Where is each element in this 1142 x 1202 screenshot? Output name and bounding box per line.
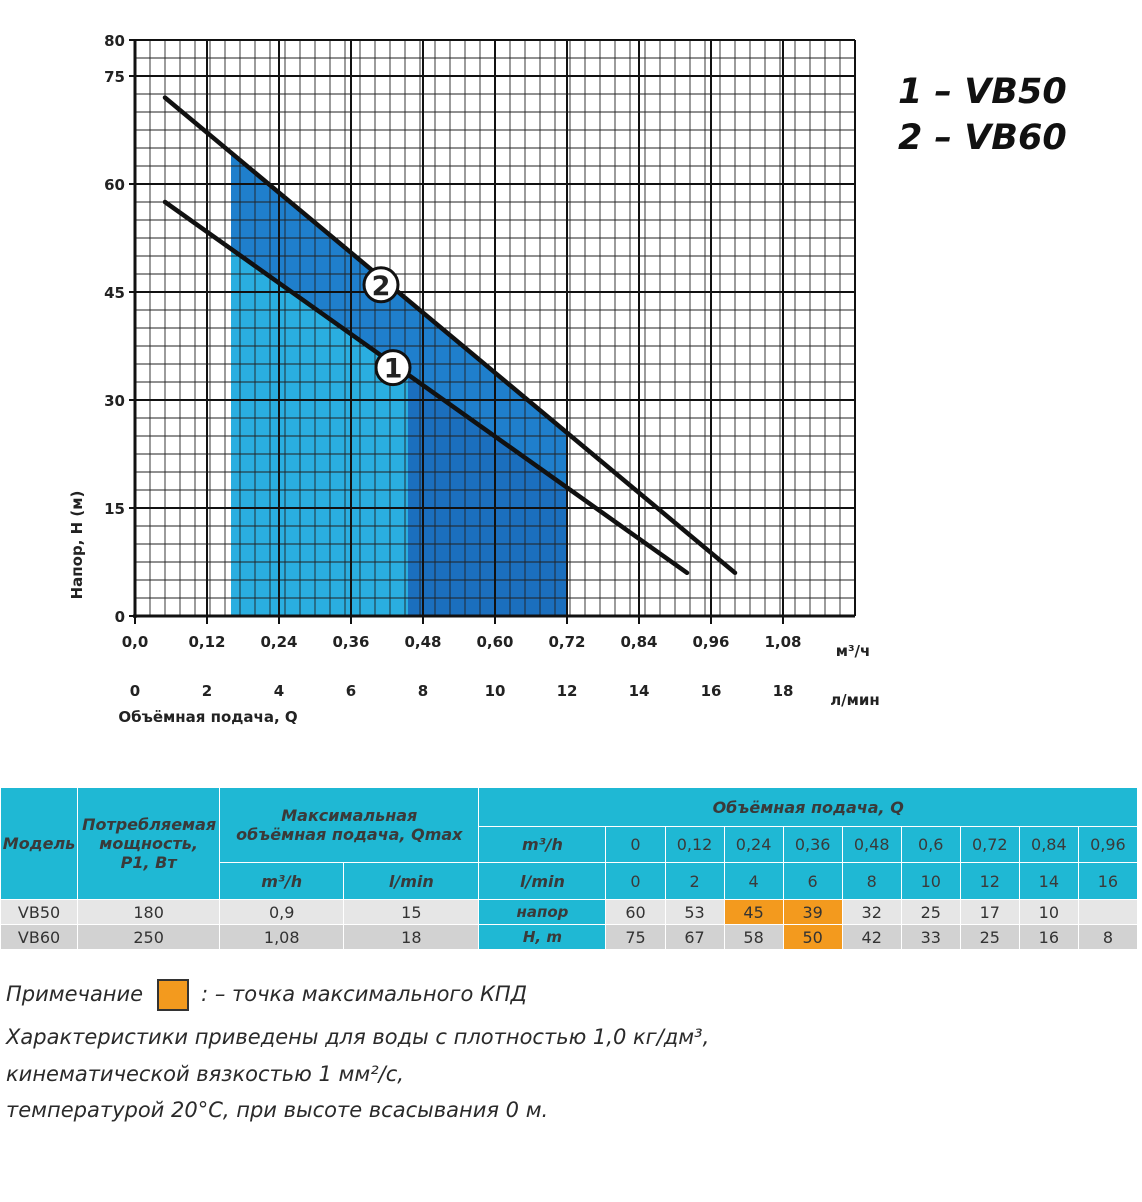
x-tick-label-lmin: 0 bbox=[129, 682, 141, 700]
x-unit-m3h: м³/ч bbox=[835, 642, 871, 660]
m3h-cell: 0,24 bbox=[724, 827, 783, 863]
x-tick-label-m3h: 0,0 bbox=[121, 633, 149, 651]
qmax-lmin-cell: 18 bbox=[344, 925, 479, 950]
m3h-cell: 0,84 bbox=[1019, 827, 1078, 863]
model-cell: VB50 bbox=[1, 900, 78, 925]
head-cell: 16 bbox=[1019, 925, 1078, 950]
head-cell: 10 bbox=[1019, 900, 1078, 925]
m3h-cell: 0,36 bbox=[783, 827, 842, 863]
lmin-cell: 16 bbox=[1078, 863, 1137, 900]
x-tick-label-lmin: 14 bbox=[628, 682, 650, 700]
lmin-cell: 10 bbox=[901, 863, 960, 900]
head-cell-max-efficiency: 50 bbox=[783, 925, 842, 950]
head-cell: 67 bbox=[665, 925, 724, 950]
qmax-lmin-cell: 15 bbox=[344, 900, 479, 925]
m3h-cell: 0,72 bbox=[960, 827, 1019, 863]
header-lmin: l/min bbox=[479, 863, 606, 900]
x-tick-label-lmin: 16 bbox=[700, 682, 722, 700]
x-tick-label-lmin: 18 bbox=[772, 682, 794, 700]
y-tick-label: 60 bbox=[104, 176, 125, 194]
power-cell: 180 bbox=[78, 900, 220, 925]
lmin-cell: 14 bbox=[1019, 863, 1078, 900]
lmin-cell: 8 bbox=[842, 863, 901, 900]
m3h-cell: 0,12 bbox=[665, 827, 724, 863]
head-cell: 17 bbox=[960, 900, 1019, 925]
curve-marker-label-1: 1 bbox=[383, 353, 403, 385]
spec-table bbox=[0, 787, 1138, 950]
table-row bbox=[1, 925, 1138, 950]
note-label: Примечание bbox=[6, 982, 144, 1006]
x-tick-label-m3h: 0,36 bbox=[332, 633, 370, 651]
x-axis-label: Объёмная подача, Q bbox=[118, 708, 298, 726]
y-tick-label: 0 bbox=[114, 608, 125, 626]
note-text: : – точка максимального КПД bbox=[201, 982, 528, 1006]
lmin-cell: 2 bbox=[665, 863, 724, 900]
x-tick-label-m3h: 0,72 bbox=[548, 633, 586, 651]
lmin-cell: 0 bbox=[606, 863, 665, 900]
legend-vb60: 2 – VB60 bbox=[898, 118, 1067, 158]
head-unit-label: H, m bbox=[479, 925, 606, 950]
head-cell: 53 bbox=[665, 900, 724, 925]
x-tick-label-lmin: 10 bbox=[484, 682, 506, 700]
power-cell: 250 bbox=[78, 925, 220, 950]
header-qmax-lmin: l/min bbox=[344, 863, 479, 900]
qmax-m3-cell: 1,08 bbox=[220, 925, 344, 950]
max-efficiency-swatch bbox=[157, 979, 189, 1011]
header-m3h: m³/h bbox=[479, 827, 606, 863]
y-tick-label: 80 bbox=[104, 32, 125, 50]
head-cell: 25 bbox=[901, 900, 960, 925]
y-tick-label: 45 bbox=[104, 284, 125, 302]
x-tick-label-m3h: 0,60 bbox=[476, 633, 514, 651]
header-flow: Объёмная подача, Q bbox=[479, 788, 1138, 827]
note-line bbox=[6, 979, 527, 1011]
y-tick-label: 30 bbox=[104, 392, 125, 410]
m3h-cell: 0 bbox=[606, 827, 665, 863]
x-tick-label-lmin: 4 bbox=[273, 682, 285, 700]
header-power: Потребляемая мощность, P1, Вт bbox=[78, 788, 220, 900]
head-cell-max-efficiency: 45 bbox=[724, 900, 783, 925]
y-axis-label: Напор, H (м) bbox=[68, 490, 86, 600]
curve-marker-label-2: 2 bbox=[371, 270, 391, 302]
head-cell bbox=[1078, 900, 1137, 925]
head-cell: 75 bbox=[606, 925, 665, 950]
head-cell: 25 bbox=[960, 925, 1019, 950]
header-model: Модель bbox=[1, 788, 78, 900]
x-tick-label-m3h: 0,12 bbox=[188, 633, 226, 651]
head-cell: 33 bbox=[901, 925, 960, 950]
head-cell: 42 bbox=[842, 925, 901, 950]
y-tick-label: 75 bbox=[104, 68, 125, 86]
x-unit-lmin: л/мин bbox=[830, 691, 880, 709]
x-tick-label-m3h: 0,24 bbox=[260, 633, 298, 651]
model-cell: VB60 bbox=[1, 925, 78, 950]
x-tick-label-lmin: 12 bbox=[556, 682, 578, 700]
x-tick-label-m3h: 0,48 bbox=[404, 633, 442, 651]
legend-vb50: 1 – VB50 bbox=[898, 72, 1067, 112]
x-tick-label-m3h: 0,84 bbox=[620, 633, 658, 651]
x-tick-label-m3h: 1,08 bbox=[764, 633, 802, 651]
head-label: напор bbox=[479, 900, 606, 925]
lmin-cell: 6 bbox=[783, 863, 842, 900]
header-qmax: Максимальная объёмная подача, Qmax bbox=[220, 788, 479, 863]
y-tick-label: 15 bbox=[104, 500, 125, 518]
table-row bbox=[1, 900, 1138, 925]
conditions-line-1: Характеристики приведены для воды с плотностью 1,0 кг/дм³, bbox=[6, 1025, 710, 1049]
m3h-cell: 0,6 bbox=[901, 827, 960, 863]
m3h-cell: 0,48 bbox=[842, 827, 901, 863]
head-cell: 58 bbox=[724, 925, 783, 950]
qmax-m3-cell: 0,9 bbox=[220, 900, 344, 925]
lmin-cell: 4 bbox=[724, 863, 783, 900]
m3h-cell: 0,96 bbox=[1078, 827, 1137, 863]
lmin-cell: 12 bbox=[960, 863, 1019, 900]
head-cell: 60 bbox=[606, 900, 665, 925]
x-tick-label-lmin: 2 bbox=[201, 682, 213, 700]
conditions-line-2: кинематической вязкостью 1 мм²/с, bbox=[6, 1062, 404, 1086]
x-tick-label-lmin: 6 bbox=[345, 682, 357, 700]
head-cell: 32 bbox=[842, 900, 901, 925]
conditions-line-3: температурой 20°С, при высоте всасывания 0 м. bbox=[6, 1098, 549, 1122]
x-tick-label-lmin: 8 bbox=[417, 682, 429, 700]
head-cell-max-efficiency: 39 bbox=[783, 900, 842, 925]
head-cell: 8 bbox=[1078, 925, 1137, 950]
header-qmax-m3: m³/h bbox=[220, 863, 344, 900]
x-tick-label-m3h: 0,96 bbox=[692, 633, 730, 651]
